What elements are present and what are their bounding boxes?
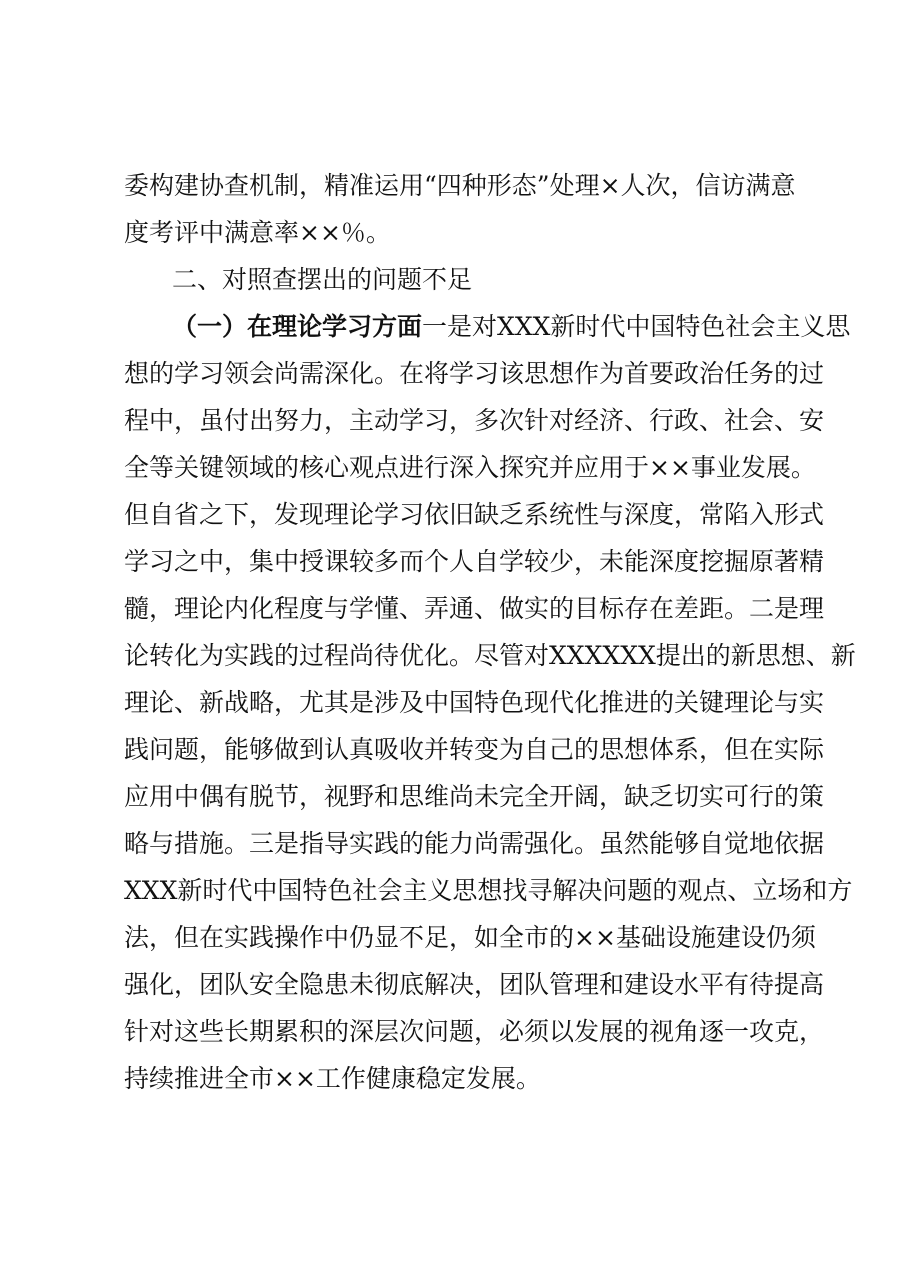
paragraph-line: 强化，团队安全隐患未彻底解决，团队管理和建设水平有待提高 [124, 970, 825, 999]
paragraph-first-line [172, 312, 852, 342]
paragraph-line: 但自省之下，发现理论学习依旧缺乏系统性与深度，常陷入形式 [124, 500, 825, 529]
paragraph-line: 度考评中满意率××％。 [124, 218, 391, 247]
paragraph-line: 髓，理论内化程度与学懂、弄通、做实的目标存在差距。二是理 [124, 594, 825, 623]
paragraph-line: 应用中偶有脱节，视野和思维尚未完全开阔，缺乏切实可行的策 [124, 782, 825, 811]
paragraph-line: 学习之中，集中授课较多而个人自学较少，未能深度挖掘原著精 [124, 547, 825, 576]
paragraph-line: XXX新时代中国特色社会主义思想找寻解决问题的观点、立场和方 [124, 876, 853, 905]
paragraph-line: 践问题，能够做到认真吸收并转变为自己的思想体系，但在实际 [124, 735, 825, 764]
paragraph-line: 法，但在实践操作中仍显不足，如全市的××基础设施建设仍须 [124, 923, 816, 952]
paragraph-line: 一是对XXX新时代中国特色社会主义思 [422, 312, 851, 341]
paragraph-line: 针对这些长期累积的深层次问题，必须以发展的视角逐一攻克， [124, 1017, 825, 1046]
paragraph-line: 持续推进全市××工作健康稳定发展。 [124, 1064, 541, 1093]
paragraph-line: 论转化为实践的过程尚待优化。尽管对XXXXXX提出的新思想、新 [124, 641, 856, 670]
subsection-label: （一）在理论学习方面 [172, 312, 423, 341]
section-heading: 二、对照查摆出的问题不足 [172, 265, 473, 294]
paragraph-line: 委构建协查机制，精准运用“四种形态”处理×人次，信访满意 [124, 171, 796, 200]
paragraph-line: 略与措施。三是指导实践的能力尚需强化。虽然能够自觉地依据 [124, 829, 825, 858]
paragraph-line: 全等关键领域的核心观点进行深入探究并应用于××事业发展。 [124, 453, 816, 482]
paragraph-line: 程中，虽付出努力，主动学习，多次针对经济、行政、社会、安 [124, 406, 825, 435]
paragraph-line: 理论、新战略，尤其是涉及中国特色现代化推进的关键理论与实 [124, 688, 825, 717]
paragraph-line: 想的学习领会尚需深化。在将学习该思想作为首要政治任务的过 [124, 359, 825, 388]
